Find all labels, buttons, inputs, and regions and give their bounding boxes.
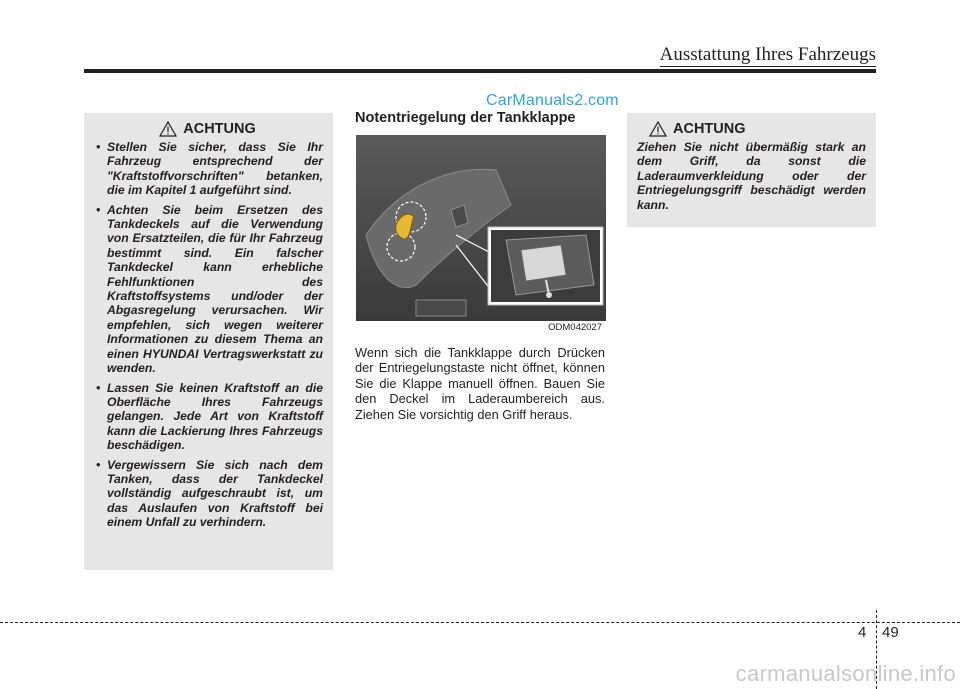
chapter-number: 4 — [858, 624, 867, 641]
footer-rule — [0, 622, 960, 623]
section-body-text: Wenn sich die Tankklappe durch Drücken der Entriegelungstaste nicht öffnet, können Sie die Klappe manuell öffnen. Bauen Sie den Deckel im Laderaumbereich aus. Ziehen Sie vorsichtig den Griff heraus. — [355, 345, 605, 422]
section-title: Notentriegelung der Tankklappe — [355, 110, 576, 126]
warning-item: • Lassen Sie keinen Kraftstoff an die Oberfläche Ihres Fahrzeugs gelangen. Jede Art von Kraftstoff kann die Lackierung Ihres Fahrzeugs beschädigen. — [96, 380, 323, 453]
warning-title: ACHTUNG — [183, 121, 256, 137]
header-rule-thin — [660, 66, 876, 67]
fuel-door-release-figure — [355, 134, 607, 336]
header-rule — [84, 69, 876, 73]
warning-list — [92, 140, 323, 530]
warning-title: ACHTUNG — [673, 121, 746, 137]
warning-item: • Vergewissern Sie sich nach dem Tanken, dass der Tankdeckel vollständig aufgeschraubt ist, um das Auslaufen von Kraftstoff bei einem Unfall zu verhindern. — [96, 457, 323, 530]
warning-item: • Achten Sie beim Ersetzen des Tankdeckels auf die Verwendung von Ersatzteilen, die für Ihr Fahrzeug bestimmt sind. Ein falscher Tankdeckel kann erhebliche Fehlfunktionen des Kraftstoffsystems und/oder der Abgasregelung verursachen. Wir empfehlen, sich wegen weiterer Informationen zu diesem Thema an einen HYUNDAI Vertragswerkstatt zu wenden. — [96, 202, 323, 376]
warning-triangle-icon — [159, 121, 177, 137]
warning-text: Ziehen Sie nicht übermäßig stark an dem Griff, da sonst die Laderaumverkleidung oder der Entriegelungsgriff beschädigt werden kann. — [637, 140, 866, 212]
warning-item: • Stellen Sie sicher, dass Sie Ihr Fahrzeug entsprechend der "Kraftstoffvorschriften" betanken, die im Kapitel 1 aufgeführt sind. — [96, 140, 323, 198]
page-header-title: Ausstattung Ihres Fahrzeugs — [659, 44, 876, 65]
page-number: 49 — [882, 624, 899, 641]
warning-box-right — [627, 113, 876, 227]
warning-header — [92, 121, 323, 137]
warning-header — [637, 121, 866, 137]
watermark-top: CarManuals2.com — [486, 92, 619, 109]
watermark-bottom: carmanualsonline.info — [735, 661, 956, 686]
warning-box-left — [84, 113, 333, 570]
fuel-door-release-illustration — [356, 135, 606, 335]
warning-triangle-icon — [649, 121, 667, 137]
figure-label: ODM042027 — [548, 322, 602, 333]
